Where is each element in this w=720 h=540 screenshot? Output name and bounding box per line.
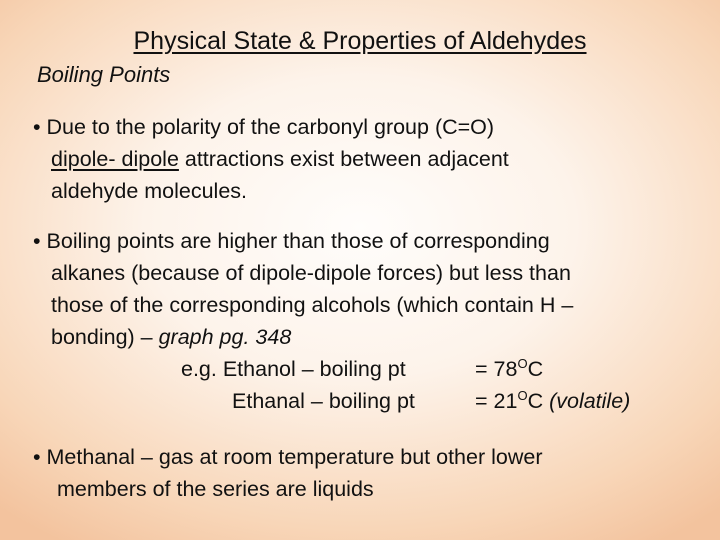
bullet-marker: • xyxy=(33,229,41,253)
bullet-marker: • xyxy=(33,115,41,139)
bullet-line xyxy=(33,225,573,257)
section-heading: Boiling Points xyxy=(37,62,171,87)
bullet-methanal xyxy=(33,441,542,505)
example-ethanol xyxy=(33,353,573,385)
bullet-line: alkanes (because of dipole-dipole forces) but less than xyxy=(51,261,571,285)
bullet-marker: • xyxy=(33,445,41,469)
bullet-text: bonding) – xyxy=(51,325,159,349)
example-label: e.g. Ethanol – boiling pt xyxy=(181,357,406,381)
bullet-line: those of the corresponding alcohols (which contain H – xyxy=(51,293,574,317)
example-value: = $21^OC$ (volatile) xyxy=(475,388,631,413)
bullet-text: Boiling points are higher than those of corresponding xyxy=(46,229,550,253)
underlined-term: dipole- dipole xyxy=(51,147,179,171)
bullet-boiling-points xyxy=(33,225,631,417)
volatile-note: (volatile) xyxy=(549,389,631,413)
bullet-line xyxy=(33,321,573,353)
bullet-line: aldehyde molecules. xyxy=(51,179,248,203)
bullet-text: Methanal – gas at room temperature but other lower xyxy=(46,445,543,469)
example-label: Ethanal – boiling pt xyxy=(232,389,415,413)
example-value: = $78^OC$ xyxy=(475,356,544,381)
bullet-line xyxy=(33,441,542,473)
bullet-polarity xyxy=(33,111,509,207)
graph-reference: graph pg. 348 xyxy=(158,325,292,349)
slide-title: Physical State & Properties of Aldehydes xyxy=(133,27,587,55)
example-ethanal xyxy=(33,385,631,417)
bullet-text: attractions exist between adjacent xyxy=(178,147,509,171)
bullet-line xyxy=(33,111,509,143)
bullet-text: Due to the polarity of the carbonyl group (C=O) xyxy=(46,115,495,139)
bullet-line: members of the series are liquids xyxy=(57,477,374,501)
bullet-line xyxy=(33,143,509,175)
